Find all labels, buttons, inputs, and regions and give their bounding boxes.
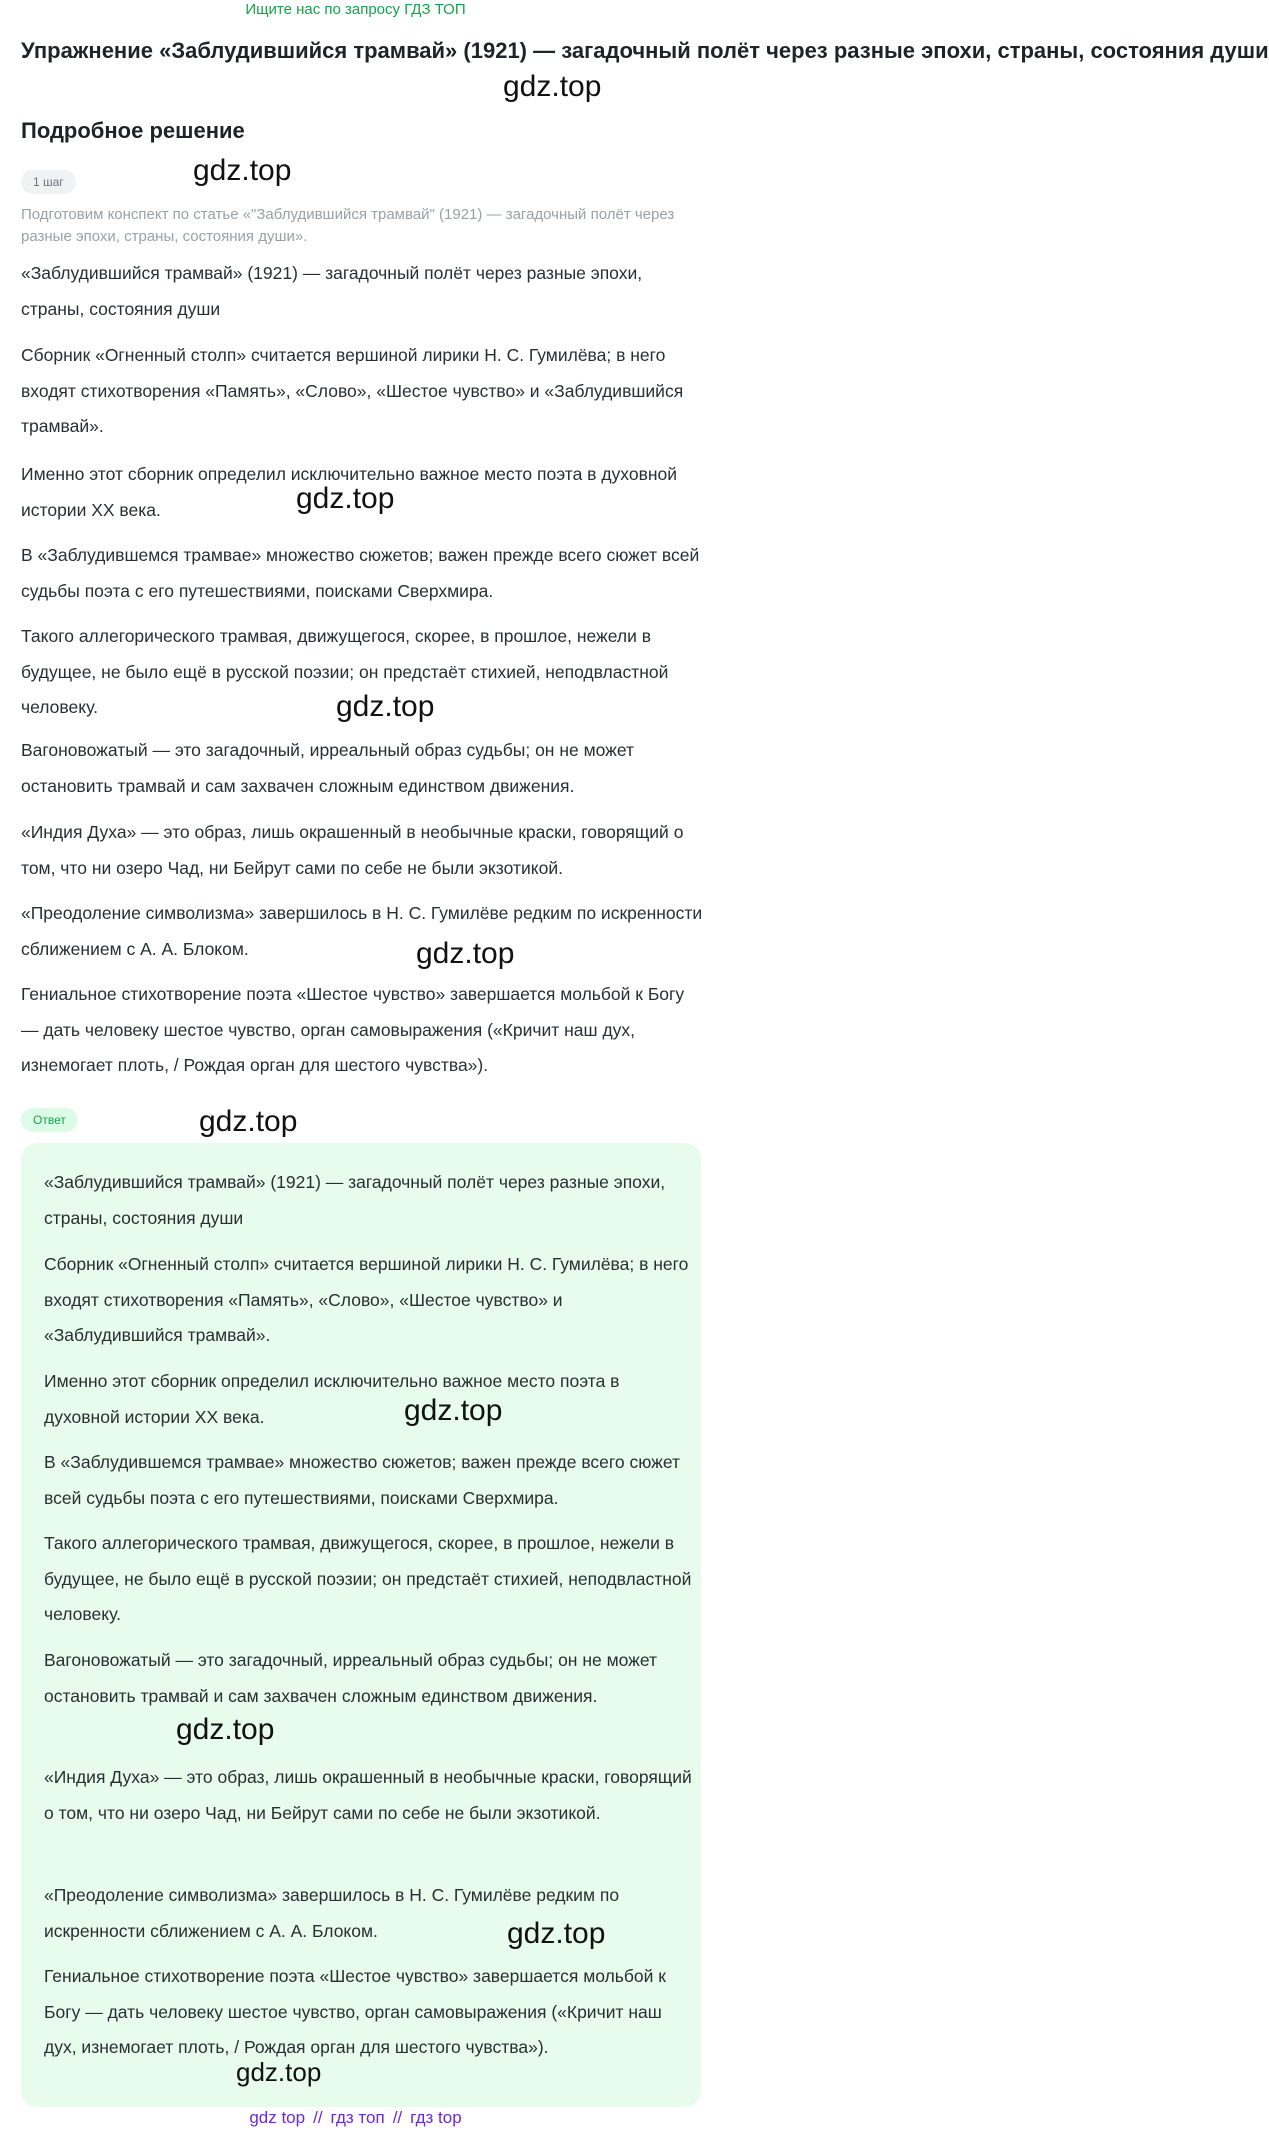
answer-paragraph: Именно этот сборник определил исключительно важное место поэта в духовной истории XX века. bbox=[44, 1371, 620, 1427]
watermark: gdz.top bbox=[176, 1713, 275, 1746]
search-banner[interactable]: Ищите нас по запросу ГДЗ ТОП bbox=[245, 1, 466, 18]
footer-link[interactable]: гдз top bbox=[410, 2108, 462, 2127]
solution-paragraph: Сборник «Огненный столп» считается вершиной лирики Н. С. Гумилёва; в него входят стихотворения «Память», «Слово», «Шестое чувство» и «Заблудившийся трамвай». bbox=[21, 345, 684, 436]
answer-paragraph: В «Заблудившемся трамвае» множество сюжетов; важен прежде всего сюжет всей судьбы поэта с его путешествиями, поисками Сверхмира. bbox=[44, 1452, 681, 1508]
answer-paragraph: «Индия Духа» — это образ, лишь окрашенный в необычные краски, говорящий о том, что ни озеро Чад, ни Бейрут сами по себе не были экзотикой. bbox=[44, 1767, 692, 1823]
watermark: gdz.top bbox=[507, 1917, 606, 1950]
watermark: gdz.top bbox=[296, 482, 395, 515]
answer-paragraph: «Заблудившийся трамвай» (1921) — загадочный полёт через разные эпохи, страны, состояния души bbox=[44, 1172, 666, 1228]
watermark: gdz.top bbox=[236, 2057, 322, 2087]
step-badge: 1 шаг bbox=[21, 170, 76, 194]
watermark: gdz.top bbox=[199, 1105, 298, 1138]
solution-paragraph: Гениальное стихотворение поэта «Шестое чувство» завершается мольбой к Богу — дать человеку шестое чувство, орган самовыражения («Кричит наш дух, изнемогает плоть, / Рождая орган для шестого чувства»). bbox=[21, 984, 685, 1075]
solution-paragraph: Такого аллегорического трамвая, движущегося, скорее, в прошлое, нежели в будущее, не было ещё в русской поэзии; он предстаёт стихией, неподвластной человеку. bbox=[21, 626, 669, 717]
solution-paragraph: Именно этот сборник определил исключительно важное место поэта в духовной истории XX века. bbox=[21, 464, 678, 520]
footer-link[interactable]: gdz top bbox=[249, 2108, 306, 2127]
solution-paragraph: В «Заблудившемся трамвае» множество сюжетов; важен прежде всего сюжет всей судьбы поэта с его путешествиями, поисками Сверхмира. bbox=[21, 545, 700, 601]
watermark: gdz.top bbox=[416, 937, 515, 970]
answer-paragraph: Сборник «Огненный столп» считается вершиной лирики Н. С. Гумилёва; в него входят стихотворения «Память», «Слово», «Шестое чувство» и «Заблудившийся трамвай». bbox=[44, 1254, 689, 1345]
footer-separator: // bbox=[313, 2108, 323, 2127]
solution-paragraph: Вагоновожатый — это загадочный, ирреальный образ судьбы; он не может остановить трамвай и сам захвачен сложным единством движения. bbox=[21, 740, 635, 796]
answer-badge: Ответ bbox=[21, 1108, 78, 1132]
watermark: gdz.top bbox=[404, 1394, 503, 1427]
solution-paragraph: «Индия Духа» — это образ, лишь окрашенный в необычные краски, говорящий о том, что ни озеро Чад, ни Бейрут сами по себе не были экзотикой. bbox=[21, 822, 684, 878]
solution-paragraph: «Заблудившийся трамвай» (1921) — загадочный полёт через разные эпохи, страны, состояния души bbox=[21, 263, 643, 319]
solution-heading: Подробное решение bbox=[21, 118, 245, 143]
watermark: gdz.top bbox=[503, 70, 602, 103]
footer-link[interactable]: гдз топ bbox=[330, 2108, 385, 2127]
answer-paragraph: Гениальное стихотворение поэта «Шестое чувство» завершается мольбой к Богу — дать человеку шестое чувство, орган самовыражения («Кричит наш дух, изнемогает плоть, / Рождая орган для шестого чувства»). bbox=[44, 1966, 666, 2057]
answer-paragraph: Вагоновожатый — это загадочный, ирреальный образ судьбы; он не может остановить трамвай и сам захвачен сложным единством движения. bbox=[44, 1650, 658, 1706]
answer-paragraph: Такого аллегорического трамвая, движущегося, скорее, в прошлое, нежели в будущее, не было ещё в русской поэзии; он предстаёт стихией, неподвластной человеку. bbox=[44, 1533, 692, 1624]
watermark: gdz.top bbox=[193, 154, 292, 187]
step-summary: Подготовим конспект по статье «"Заблудившийся трамвай" (1921) — загадочный полёт через разные эпохи, страны, состояния души». bbox=[21, 206, 675, 245]
footer-links bbox=[0, 2106, 711, 2132]
footer-separator: // bbox=[392, 2108, 403, 2127]
watermark: gdz.top bbox=[336, 690, 435, 723]
page-title: Упражнение «Заблудившийся трамвай» (1921) — загадочный полёт через разные эпохи, страны, состояния души bbox=[21, 38, 1269, 63]
solution-paragraph: «Преодоление символизма» завершилось в Н. С. Гумилёве редким по искренности сближением с А. А. Блоком. bbox=[21, 903, 703, 959]
answer-paragraph: «Преодоление символизма» завершилось в Н. С. Гумилёве редким по искренности сближением с А. А. Блоком. bbox=[44, 1885, 620, 1941]
